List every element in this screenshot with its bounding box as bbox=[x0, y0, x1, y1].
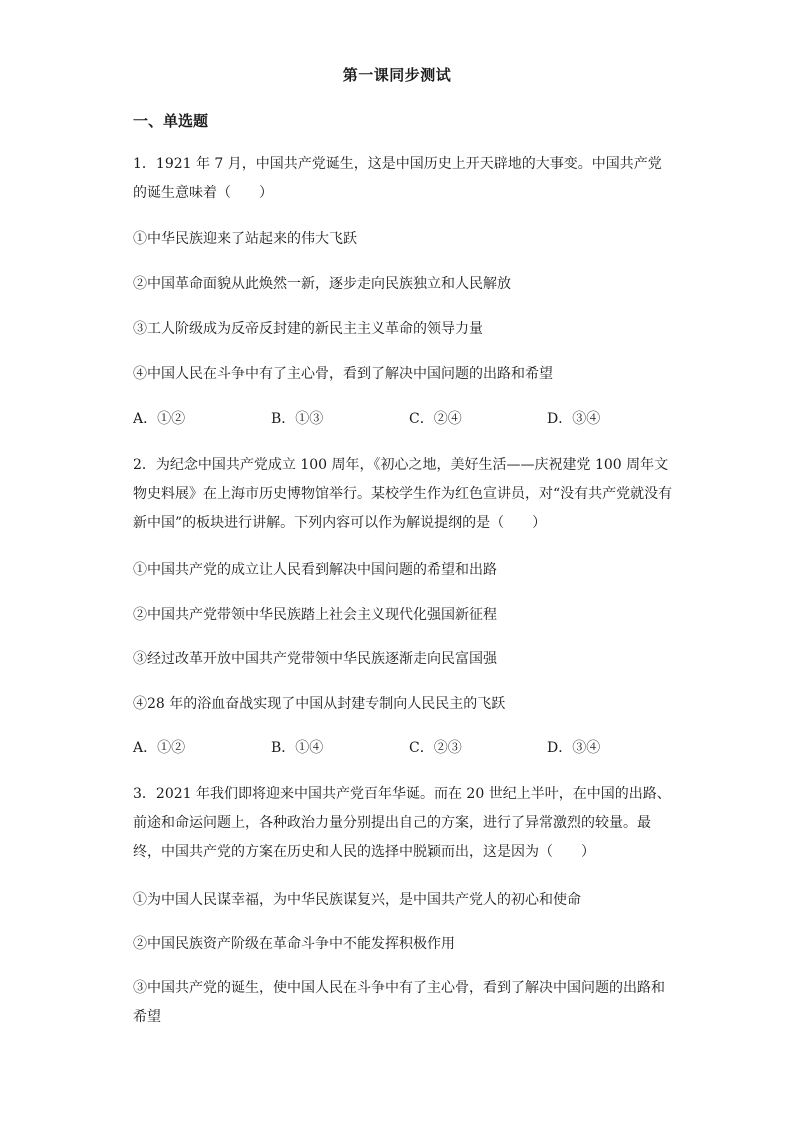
question-stem-3: 3．2021 年我们即将迎来中国共产党百年华诞。而在 20 世纪上半叶，在中国的出路、前途和命运问题上，各种政治力量分别提出自己的方案，进行了异常激烈的较量。最终，中国共产党的方案在历史和人民的选择中脱颖而出，这是因为（ ） bbox=[133, 786, 671, 860]
question-2-choices bbox=[133, 737, 673, 759]
question-1-option-1: ①中华民族迎来了站起来的伟大飞跃 bbox=[133, 231, 357, 247]
question-3-option-2: ②中国民族资产阶级在革命斗争中不能发挥积极作用 bbox=[133, 936, 455, 952]
question-2-option-4: ④28 年的浴血奋战实现了中国从封建专制向人民民主的飞跃 bbox=[133, 696, 506, 712]
page-title: 第一课同步测试 bbox=[342, 66, 452, 84]
choice-a: A．①② bbox=[133, 411, 186, 427]
choice-c: C．②④ bbox=[409, 411, 462, 427]
choice-a: A．①② bbox=[133, 740, 186, 756]
question-2-option-1: ①中国共产党的成立让人民看到解决中国问题的希望和出路 bbox=[133, 562, 497, 578]
choice-b: B．①④ bbox=[271, 740, 324, 756]
choice-b: B．①③ bbox=[271, 411, 324, 427]
question-2-option-2: ②中国共产党带领中华民族踏上社会主义现代化强国新征程 bbox=[133, 607, 497, 623]
choice-d: D．③④ bbox=[547, 411, 601, 427]
question-stem-2: 2．为纪念中国共产党成立 100 周年，《初心之地，美好生活——庆祝建党 100 周年文物史料展》在上海市历史博物馆举行。某校学生作为红色宣讲员，对“没有共产党就没有新中国”的板块进行讲解。下列内容可以作为解说提纲的是（ ） bbox=[133, 457, 673, 531]
question-1-option-4: ④中国人民在斗争中有了主心骨，看到了解决中国问题的出路和希望 bbox=[133, 366, 553, 382]
choice-c: C．②③ bbox=[409, 740, 462, 756]
choice-d: D．③④ bbox=[547, 740, 601, 756]
question-3-option-3: ③中国共产党的诞生，使中国人民在斗争中有了主心骨，看到了解决中国问题的出路和希望 bbox=[133, 980, 665, 1025]
question-3-option-1: ①为中国人民谋幸福，为中华民族谋复兴，是中国共产党人的初心和使命 bbox=[133, 892, 581, 908]
section-heading: 一、单选题 bbox=[133, 112, 209, 130]
question-1-option-2: ②中国革命面貌从此焕然一新，逐步走向民族独立和人民解放 bbox=[133, 276, 511, 292]
question-stem-1: 1．1921 年 7 月，中国共产党诞生，这是中国历史上开天辟地的大事变。中国共产党的诞生意味着（ ） bbox=[133, 156, 662, 201]
question-2-option-3: ③经过改革开放中国共产党带领中华民族逐渐走向民富国强 bbox=[133, 651, 497, 667]
question-1-option-3: ③工人阶级成为反帝反封建的新民主主义革命的领导力量 bbox=[133, 321, 483, 337]
question-1-choices bbox=[133, 408, 673, 430]
